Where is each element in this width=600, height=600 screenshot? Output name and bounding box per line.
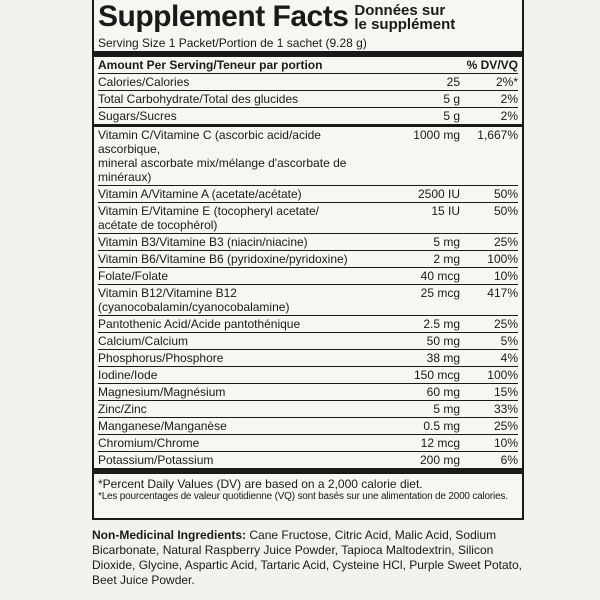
nutrient-name: Vitamin B6/Vitamine B6 (pyridoxine/pyridoxine) — [98, 252, 348, 266]
nutrient-name: Zinc/Zinc — [98, 402, 147, 416]
table-row — [98, 333, 518, 350]
nutrient-name: Vitamin B12/Vitamine B12 (cyanocobalamin/cyanocobalamine) — [98, 286, 290, 314]
ingredients-text: Cane Fructose, Citric Acid, Malic Acid, Sodium Bicarbonate, Natural Raspberry Juice Powder, Tapioca Maltodextrin, Silicon Dioxide, Glycine, Aspartic Acid, Tartaric Acid, Cysteine HCl, Purple Sweet Potato, Beet Juice Powder. — [92, 528, 522, 587]
table-row — [98, 127, 518, 186]
nutrient-amount: 50 mg — [426, 334, 460, 348]
nutrient-dv: 15% — [493, 385, 518, 399]
nutrient-dv: 100% — [487, 252, 518, 266]
nutrient-name: Vitamin A/Vitamine A (acetate/acétate) — [98, 187, 302, 201]
nutrient-dv: 100% — [487, 368, 518, 382]
nutrient-dv: 25% — [493, 419, 518, 433]
nutrient-name: Pantothenic Acid/Acide pantothénique — [98, 317, 301, 331]
macro-rows — [98, 74, 518, 124]
nutrient-amount: 40 mcg — [420, 269, 460, 283]
table-row — [98, 418, 518, 435]
nutrient-name: Manganese/Manganèse — [98, 419, 227, 433]
table-row — [98, 452, 518, 468]
nutrient-dv: 50% — [493, 187, 518, 201]
nutrient-amount: 5 mg — [433, 235, 460, 249]
nutrient-dv: 5% — [500, 334, 518, 348]
nutrient-amount: 25 mcg — [420, 286, 460, 300]
table-row — [98, 251, 518, 268]
footnote-english: *Percent Daily Values (DV) are based on a 2,000 calorie diet. — [98, 477, 423, 491]
nutrient-dv: 50% — [493, 204, 518, 218]
nutrient-name: Vitamin B3/Vitamine B3 (niacin/niacine) — [98, 235, 308, 249]
table-row — [98, 268, 518, 285]
nutrient-amount: 0.5 mg — [423, 419, 460, 433]
table-row — [98, 401, 518, 418]
nutrient-amount: 38 mg — [426, 351, 460, 365]
nutrient-name: Iodine/Iode — [98, 368, 158, 382]
nutrient-amount: 2500 IU — [417, 187, 460, 201]
nutrient-dv: 10% — [493, 436, 518, 450]
title-english: Supplement Facts — [98, 0, 349, 33]
table-row — [98, 186, 518, 203]
nutrient-dv: 2% — [500, 92, 518, 106]
nutrient-name: Phosphorus/Phosphore — [98, 351, 224, 365]
nutrient-name: Sugars/Sucres — [98, 109, 177, 123]
table-row — [98, 350, 518, 367]
table-row — [98, 91, 518, 108]
nutrient-dv: 2% — [500, 109, 518, 123]
footnote-french: *Les pourcentages de valeur quotidienne (VQ) sont basés sur une alimentation de 2000 calories. — [98, 491, 508, 502]
table-row — [98, 108, 518, 124]
table-row — [98, 74, 518, 91]
nutrient-dv: 10% — [493, 269, 518, 283]
nutrient-name: Chromium/Chrome — [98, 436, 200, 450]
table-header — [98, 57, 518, 74]
table-row — [98, 435, 518, 452]
nutrient-dv: 2%* — [495, 75, 518, 89]
title-row — [98, 2, 518, 32]
nutrient-amount: 5 g — [443, 92, 460, 106]
nutrient-name: Magnesium/Magnésium — [98, 385, 226, 399]
nutrient-amount: 5 g — [443, 109, 460, 123]
nutrient-rows — [98, 127, 518, 468]
nutrient-name: Vitamin E/Vitamine E (tocopheryl acetate/ acétate de tocophérol) — [98, 204, 320, 232]
header-amount-per-serving: Amount Per Serving/Teneur par portion — [98, 58, 323, 72]
table-row — [98, 367, 518, 384]
nutrient-name: Calories/Calories — [98, 75, 190, 89]
title-french — [354, 4, 455, 32]
nutrient-dv: 1,667% — [477, 128, 518, 142]
nutrient-dv: 25% — [493, 235, 518, 249]
nutrient-amount: 200 mg — [419, 453, 460, 467]
ingredients-label: Non-Medicinal Ingredients: — [92, 528, 247, 542]
table-row — [98, 285, 518, 316]
nutrient-name: Potassium/Potassium — [98, 453, 214, 467]
nutrient-dv: 6% — [500, 453, 518, 467]
nutrient-amount: 15 IU — [431, 204, 460, 218]
title-french-line2: le supplément — [354, 16, 456, 33]
non-medicinal-ingredients — [92, 528, 532, 588]
nutrient-amount: 60 mg — [426, 385, 460, 399]
table-row — [98, 316, 518, 333]
table-row — [98, 234, 518, 251]
title-french-line1: Données sur — [354, 2, 446, 19]
nutrient-name: Calcium/Calcium — [98, 334, 189, 348]
header-dv: % DV/VQ — [466, 58, 518, 72]
nutrient-dv: 4% — [500, 351, 518, 365]
supplement-facts-panel — [92, 0, 524, 520]
nutrient-amount: 12 mcg — [420, 436, 460, 450]
nutrient-dv: 417% — [487, 286, 518, 300]
nutrient-amount: 5 mg — [433, 402, 460, 416]
nutrient-amount: 150 mcg — [413, 368, 460, 382]
nutrient-amount: 25 — [446, 75, 460, 89]
table-row — [98, 384, 518, 401]
nutrient-dv: 25% — [493, 317, 518, 331]
nutrient-name: Folate/Folate — [98, 269, 169, 283]
nutrient-amount: 2 mg — [433, 252, 460, 266]
nutrient-name: Vitamin C/Vitamine C (ascorbic acid/acide ascorbique, mineral ascorbate mix/mélange d'ascorbate de minéraux) — [98, 128, 347, 184]
nutrient-amount: 2.5 mg — [423, 317, 460, 331]
nutrient-dv: 33% — [493, 402, 518, 416]
nutrient-amount: 1000 mg — [413, 128, 460, 142]
serving-size: Serving Size 1 Packet/Portion de 1 sachet (9.28 g) — [98, 36, 367, 50]
table-row — [98, 203, 518, 234]
footnote — [98, 474, 518, 503]
nutrient-name: Total Carbohydrate/Total des glucides — [98, 92, 299, 106]
